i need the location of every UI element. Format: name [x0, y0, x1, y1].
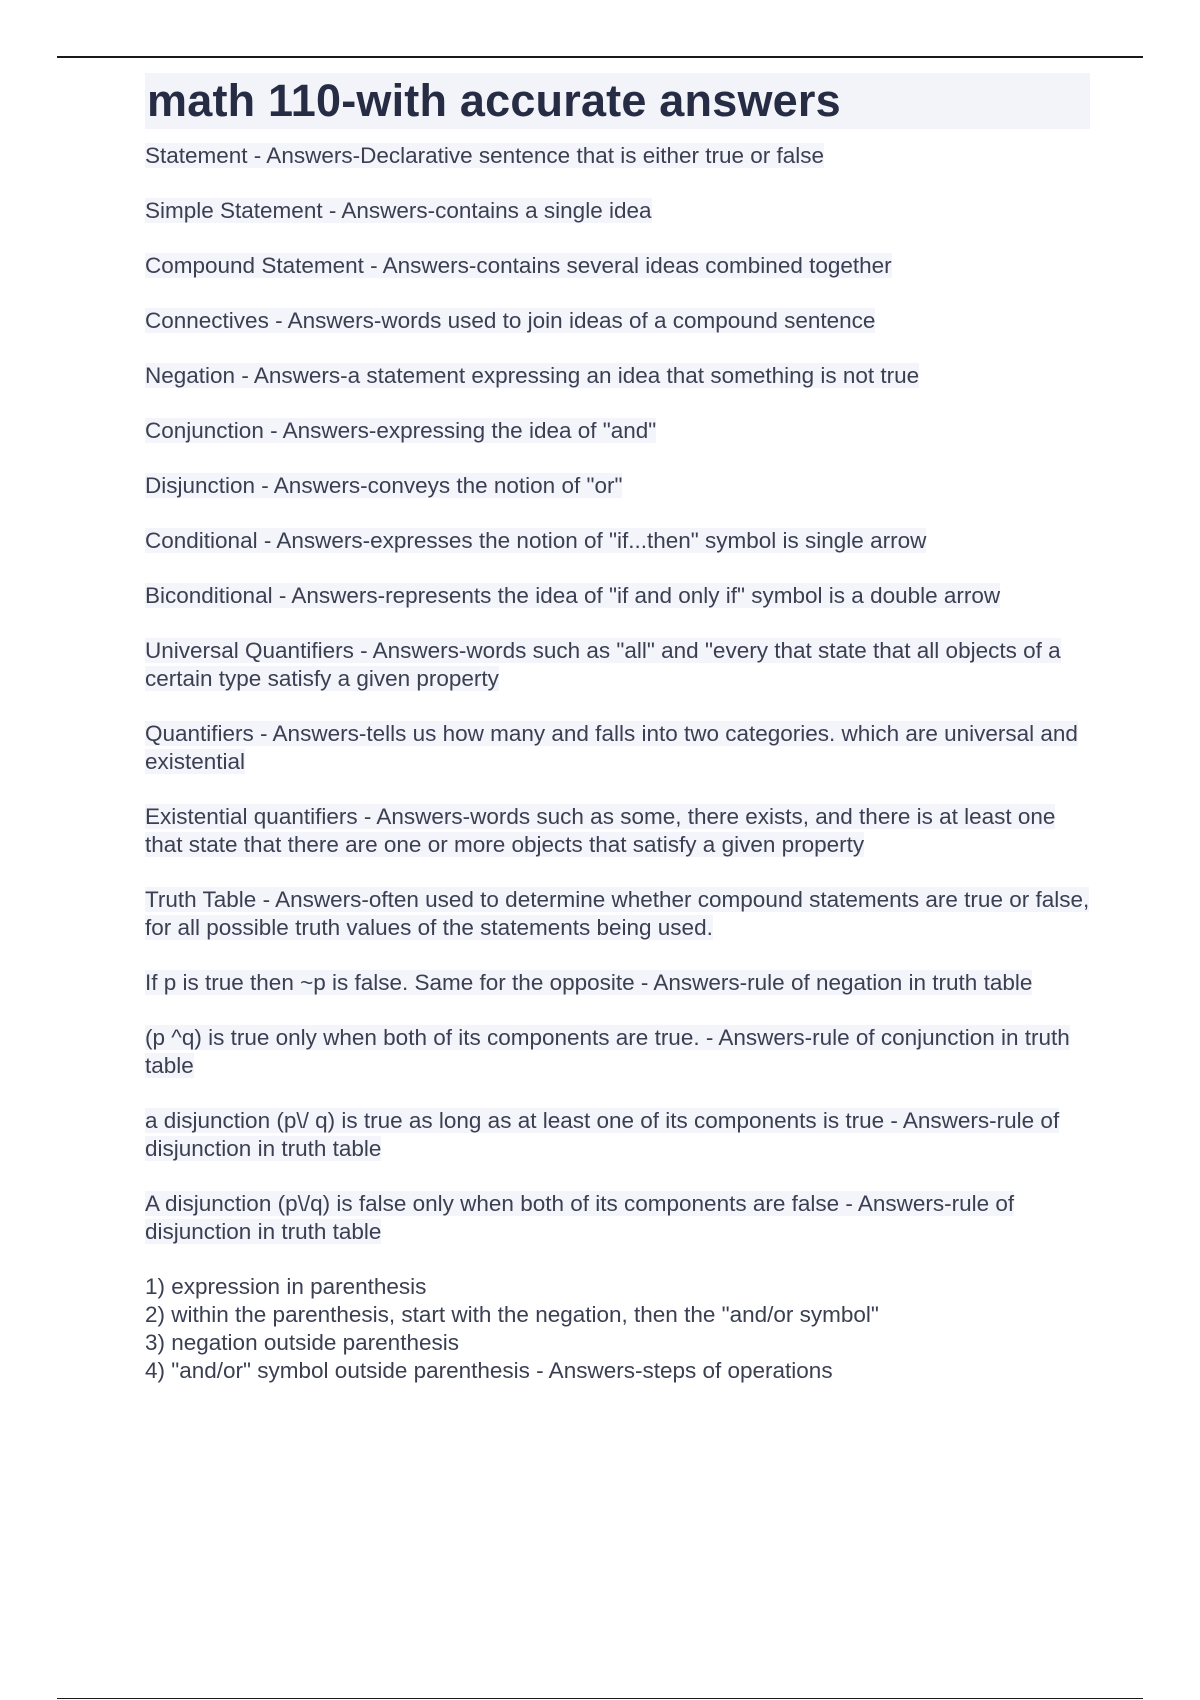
entry-text: Negation - Answers-a statement expressing an idea that something is not true: [145, 363, 920, 388]
entry-text: Simple Statement - Answers-contains a single idea: [145, 198, 652, 223]
entry-text: Conditional - Answers-expresses the notion of "if...then" symbol is single arrow: [145, 528, 927, 553]
entry-text: Compound Statement - Answers-contains several ideas combined together: [145, 253, 892, 278]
entry-text: Connectives - Answers-words used to join ideas of a compound sentence: [145, 308, 876, 333]
flashcard-entry: [145, 1190, 1090, 1246]
top-rule: [57, 56, 1143, 58]
entry-text: a disjunction (p\/ q) is true as long as at least one of its components is true - Answers-rule of disjunction in truth table: [145, 1108, 1060, 1161]
steps-of-operations-list: [145, 1273, 1090, 1385]
flashcard-entry: [145, 417, 1090, 445]
entry-text: Quantifiers - Answers-tells us how many and falls into two categories. which are universal and existential: [145, 721, 1078, 774]
flashcard-entry: [145, 527, 1090, 555]
step-item: 1) expression in parenthesis: [145, 1274, 427, 1299]
entry-text: Statement - Answers-Declarative sentence that is either true or false: [145, 143, 825, 168]
flashcard-entry: [145, 1024, 1090, 1080]
flashcard-list: [145, 142, 1090, 1385]
flashcard-entry: [145, 1107, 1090, 1163]
flashcard-entry: [145, 197, 1090, 225]
flashcard-entry: [145, 720, 1090, 776]
step-item: 4) "and/or" symbol outside parenthesis - Answers-steps of operations: [145, 1358, 833, 1383]
document-title: math 110-with accurate answers: [145, 73, 1090, 129]
entry-text: Conjunction - Answers-expressing the idea of "and": [145, 418, 657, 443]
step-item: 3) negation outside parenthesis: [145, 1330, 459, 1355]
entry-text: Truth Table - Answers-often used to determine whether compound statements are true or false, for all possible truth values of the statements being used.: [145, 887, 1090, 940]
flashcard-entry: [145, 803, 1090, 859]
flashcard-entry: [145, 472, 1090, 500]
entry-text: Universal Quantifiers - Answers-words such as "all" and "every that state that all objects of a certain type satisfy a given property: [145, 638, 1061, 691]
bottom-rule: [57, 1698, 1143, 1699]
flashcard-entry: [145, 582, 1090, 610]
entry-text: Biconditional - Answers-represents the idea of "if and only if" symbol is a double arrow: [145, 583, 1001, 608]
entry-text: (p ^q) is true only when both of its components are true. - Answers-rule of conjunction in truth table: [145, 1025, 1070, 1078]
flashcard-entry: [145, 142, 1090, 170]
entry-text: A disjunction (p\/q) is false only when both of its components are false - Answers-rule of disjunction in truth table: [145, 1191, 1015, 1244]
entry-text: If p is true then ~p is false. Same for the opposite - Answers-rule of negation in truth table: [145, 970, 1033, 995]
flashcard-entry: [145, 886, 1090, 942]
flashcard-entry: [145, 252, 1090, 280]
flashcard-entry: [145, 362, 1090, 390]
entry-text: Existential quantifiers - Answers-words such as some, there exists, and there is at least one that state that there are one or more objects that satisfy a given property: [145, 804, 1056, 857]
document-body: [145, 73, 1090, 1385]
entry-text: Disjunction - Answers-conveys the notion of "or": [145, 473, 623, 498]
step-item: 2) within the parenthesis, start with the negation, then the "and/or symbol": [145, 1302, 879, 1327]
flashcard-entry: [145, 307, 1090, 335]
flashcard-entry: [145, 969, 1090, 997]
flashcard-entry: [145, 637, 1090, 693]
